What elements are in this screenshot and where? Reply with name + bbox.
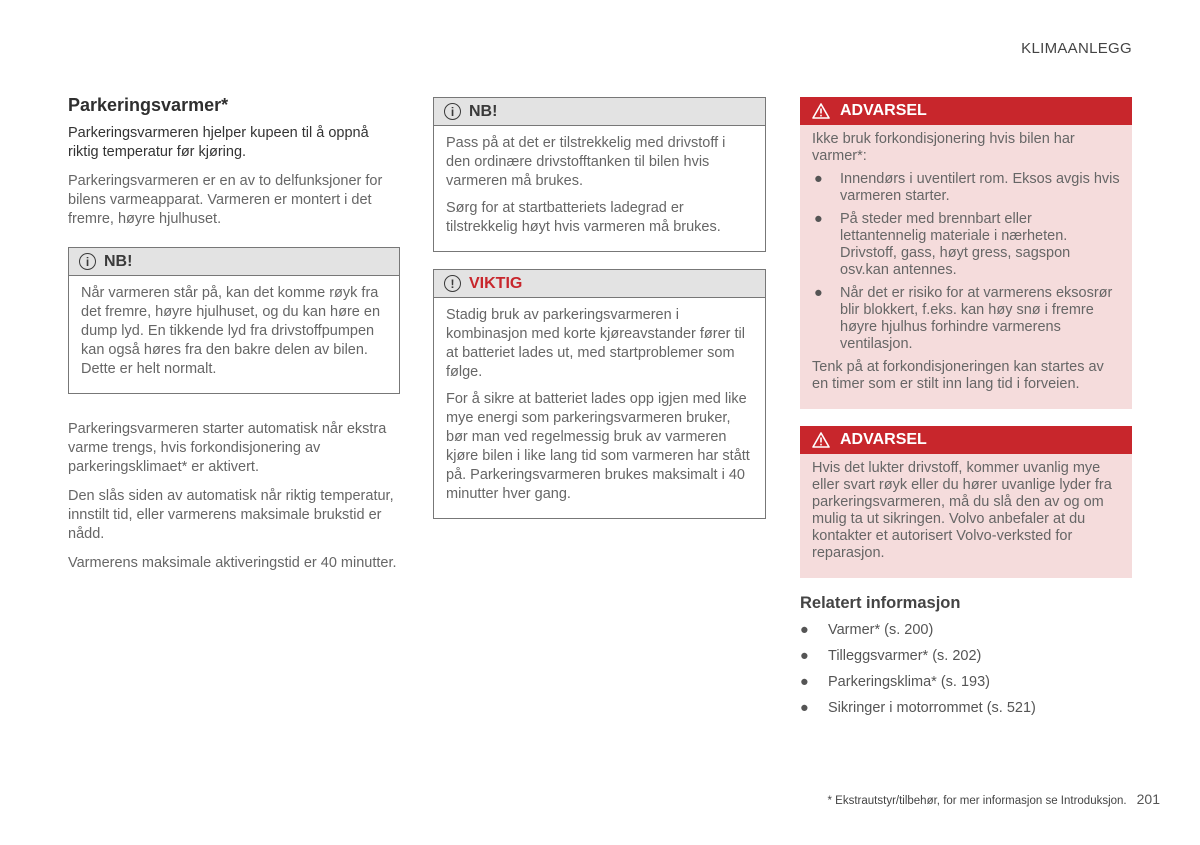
- related-link-text[interactable]: Tilleggsvarmer* (s. 202): [828, 648, 982, 664]
- intro-paragraph: Parkeringsvarmeren hjelper kupeen til å oppnå riktig temperatur før kjøring.: [68, 125, 369, 160]
- warning-box-header: [800, 97, 1132, 125]
- column-right: [800, 97, 1132, 721]
- section-title: Parkeringsvarmer*: [68, 95, 229, 115]
- note-box: [433, 97, 766, 252]
- info-circle-icon: i: [444, 103, 461, 120]
- body-paragraph: Varmerens maksimale aktiveringstid er 40 minutter.: [68, 555, 397, 571]
- warning-outro: Tenk på at forkondisjoneringen kan startes av en timer som er stilt inn lang tid i forveien.: [812, 359, 1104, 392]
- warning-intro: Ikke bruk forkondisjonering hvis bilen har varmer*:: [812, 131, 1075, 164]
- list-item: [812, 285, 1120, 353]
- note-label: NB!: [469, 102, 498, 120]
- footnote: * Ekstrautstyr/tilbehør, for mer informasjon se Introduksjon.: [827, 795, 1127, 807]
- note-box: [68, 247, 400, 394]
- warning-box: [800, 97, 1132, 409]
- note-label: NB!: [104, 252, 133, 270]
- bullet-dot: ●: [814, 285, 823, 301]
- related-link[interactable]: [800, 695, 1132, 721]
- bullet-dot: ●: [800, 622, 809, 638]
- warning-label: ADVARSEL: [840, 102, 927, 119]
- warning-triangle-icon: [812, 103, 830, 119]
- note-box-body: [434, 126, 765, 251]
- important-text: Stadig bruk av parkeringsvarmeren i kombinasjon med korte kjøreavstander fører til at batteriet lades ut, med startproblemer som følge.: [446, 307, 745, 380]
- important-box-header: [434, 270, 765, 298]
- note-box-header: [434, 98, 765, 126]
- important-label: VIKTIG: [469, 274, 523, 292]
- list-item: [812, 171, 1120, 205]
- warning-triangle-icon: [812, 432, 830, 448]
- related-link-text[interactable]: Varmer* (s. 200): [828, 622, 934, 638]
- bullet-dot: ●: [800, 648, 809, 664]
- bullet-dot: ●: [814, 211, 823, 227]
- page-number: 201: [1136, 791, 1160, 807]
- info-circle-icon: i: [79, 253, 96, 270]
- important-box-body: [434, 298, 765, 518]
- warning-box-body: [800, 125, 1132, 409]
- warning-text: Hvis det lukter drivstoff, kommer uvanlig mye eller svart røyk eller du hører uvanlige lyder fra parkeringsvarmeren, må du slå den av og om mulig ta ut sikringen. Volvo anbefaler at du kontakter et autorisert Volvo-verksted for reparasjon.: [812, 460, 1112, 561]
- note-box-header: [69, 248, 399, 276]
- note-text: Når varmeren står på, kan det komme røyk fra det fremre, høyre hjulhuset, og du kan høre en dump lyd. En tikkende lyd fra drivstoffpumpen kan også høres fra den bakre delen av bilen. Dette er helt normalt.: [81, 285, 381, 377]
- warning-box-header: [800, 426, 1132, 454]
- list-item-text: På steder med brennbart eller lettantennelig materiale i nærheten. Drivstoff, gass, høyt gress, sagspon osv.kan antennes.: [840, 211, 1071, 278]
- note-text: Pass på at det er tilstrekkelig med drivstoff i den ordinære drivstofftanken til bilen hvis varmeren må brukes.: [446, 135, 726, 189]
- related-info-list: [800, 617, 1132, 721]
- exclamation-circle-icon: !: [444, 275, 461, 292]
- chapter-heading: KLIMAANLEGG: [1021, 40, 1132, 57]
- warning-box-body: [800, 454, 1132, 578]
- bullet-dot: ●: [814, 171, 823, 187]
- note-box-body: [69, 276, 399, 393]
- column-middle: [433, 97, 766, 547]
- warning-list: [812, 171, 1120, 353]
- list-item-text: Innendørs i uventilert rom. Eksos avgis hvis varmeren starter.: [840, 171, 1120, 204]
- warning-box: [800, 426, 1132, 578]
- related-link-text[interactable]: Parkeringsklima* (s. 193): [828, 674, 990, 690]
- page-footer: [828, 791, 1160, 807]
- bullet-dot: ●: [800, 674, 809, 690]
- related-info-heading: Relatert informasjon: [800, 594, 961, 612]
- related-link[interactable]: [800, 669, 1132, 695]
- body-paragraph: Parkeringsvarmeren starter automatisk når ekstra varme trengs, hvis forkondisjonering av parkeringsklimaet* er aktivert.: [68, 421, 387, 475]
- related-link[interactable]: [800, 643, 1132, 669]
- note-text: Sørg for at startbatteriets ladegrad er tilstrekkelig høyt hvis varmeren må brukes.: [446, 200, 721, 235]
- related-link[interactable]: [800, 617, 1132, 643]
- important-box: [433, 269, 766, 519]
- column-left: [68, 95, 400, 583]
- list-item: [812, 211, 1120, 279]
- body-paragraph: Parkeringsvarmeren er en av to delfunksjoner for bilens varmeapparat. Varmeren er montert i det fremre, høyre hjulhuset.: [68, 173, 383, 227]
- important-text: For å sikre at batteriet lades opp igjen med like mye energi som parkeringsvarmeren bruker, bør man ved regelmessig bruk av varmeren kjøre bilen i like lang tid som varmeren har stått på. Parkeringsvarmeren brukes maksimalt i 40 minutter hver gang.: [446, 391, 750, 502]
- warning-label: ADVARSEL: [840, 431, 927, 448]
- body-paragraph: Den slås siden av automatisk når riktig temperatur, innstilt tid, eller varmerens maksimale brukstid er nådd.: [68, 488, 394, 542]
- bullet-dot: ●: [800, 700, 809, 716]
- list-item-text: Når det er risiko for at varmerens eksosrør blir blokkert, f.eks. kan høy snø i fremre høyre hjulhus forhindre varmerens ventilasjon.: [840, 285, 1113, 352]
- related-link-text[interactable]: Sikringer i motorrommet (s. 521): [828, 700, 1036, 716]
